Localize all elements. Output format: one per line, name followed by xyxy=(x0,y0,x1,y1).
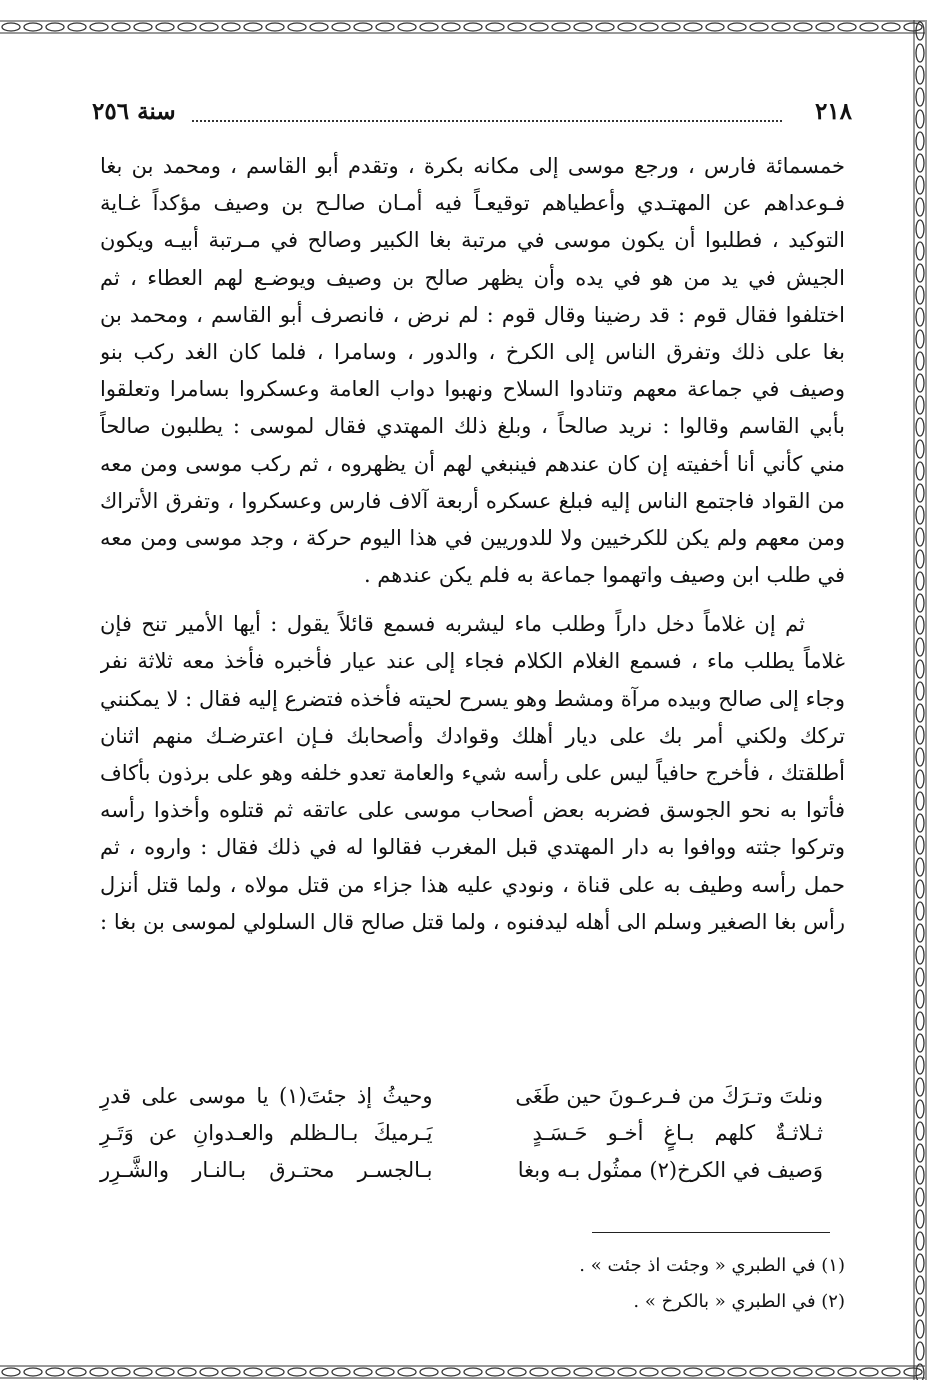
verse-second-hemistich: بـالجسـر محتـرق بـالنـار والشَّـرِر xyxy=(100,1158,433,1182)
text-line: ومن معهم ولم يكن للكرخيين ولا للدوريين في هذا اليوم حركة ، وجد موسى ومن معه xyxy=(100,525,845,550)
text-line: وصيف في جماعة معهم وتنادوا السلاح ونهبوا دواب العامة وعسكروا بسامرا وتعلقوا xyxy=(100,377,845,402)
text-line: فأتوا به نحو الجوسق فضربه بعض أصحاب موسى على عاتقه ثم قتلوه وأخذوا رأسه xyxy=(100,798,845,823)
text-line: بأبي القاسم وقالوا : نريد صالحاً ، وبلغ ذلك المهتدي فقال لموسى : يطلبون صالحاً xyxy=(100,414,845,439)
verse-first-hemistich: ونلتَ وتـرَكَ من فـرعـونَ حين طَغَى xyxy=(515,1084,823,1108)
verse-first-hemistich: وَصيف في الكرخ(٢) ممثُول بـه وبغا xyxy=(517,1158,823,1182)
text-line: في طلب ابن وصيف واتهموا جماعة به فلم يكن عندهم . xyxy=(363,563,845,588)
running-title-year: سنة ٢٥٦ xyxy=(92,98,176,125)
text-line: وتركوا جثته ووافوا به دار المهتدي قبل المغرب فقالوا له في ذلك فقال : واروه ، ثم xyxy=(100,835,845,860)
text-line: من القواد فاجتمع الناس إليه فبلغ عسكره أربعة آلاف فارس وعسكروا ، وتفرق الأتراك xyxy=(100,488,845,513)
text-line: تركك ولكني أمر بك على ديار أهلك وقوادك وأصحابك فـإن اعترضـك منهم اثنان xyxy=(100,723,845,748)
footnotes xyxy=(345,1248,845,1320)
text-line: خمسمائة فارس ، ورجع موسى إلى مكانه بكرة ، وتقدم أبو القاسم ، ومحمد بن بغا xyxy=(100,154,845,178)
poem-verse xyxy=(100,1115,845,1152)
main-text xyxy=(100,148,845,941)
page-border-right xyxy=(913,20,927,1380)
header-dotted-leader xyxy=(192,120,782,122)
text-line: الجيش في يد من هو في يده وأن يظهر صالح بن وصيف ويوضـع لهم العطاء ، ثم xyxy=(100,265,845,290)
text-line: بغا على ذلك وتفرق الناس إلى الكرخ ، والدور ، وسامرا ، فلما كان الغد ركب بنو xyxy=(100,339,845,364)
text-line: حمل رأسه وطيف به على قناة ، ونودي عليه هذا جزاء من قتل مولاه ، ولما قتل أنزل xyxy=(100,872,845,897)
text-line: أطلقتك ، فأخرج حافياً ليس على رأسه شيء والعامة تعدو خلفه وهو على برذون بأكاف xyxy=(100,761,845,785)
verse-second-hemistich: يَـرميكَ بـالـظلم والعـدوانِ عن وَتَـرِ xyxy=(100,1121,433,1145)
text-line: وجاء إلى صالح وبيده مرآة ومشط وهو يسرح لحيته فأخذه فتضرع إليه فقال : لا يمكنني xyxy=(100,686,845,711)
poem-verse xyxy=(100,1152,845,1189)
page-border-top xyxy=(0,20,925,34)
running-header xyxy=(92,98,852,130)
text-line: ثم إن غلاماً دخل داراً وطلب ماء ليشربه فسمع قائلاً يقول : أيها الأمير تنح فإن xyxy=(100,612,805,637)
footnote-1: (١) في الطبري « وجئت اذ جئت » . xyxy=(579,1255,845,1276)
text-line: غلاماً يطلب ماء ، فسمع الغلام الكلام فجاء إلى عند عيار فأخبره فأخذ معه ثلاثة نفر xyxy=(100,649,845,674)
poem-verse xyxy=(100,1078,845,1115)
page-number: ٢١٨ xyxy=(814,98,852,125)
text-line: مني كأني أنا أخفيته إن كان عندهم فينبغي لهم أن يظهروه ، ثم ركب موسى ومن معه xyxy=(100,451,845,476)
page-border-bottom xyxy=(0,1365,925,1379)
footnote-2: (٢) في الطبري « بالكرخ » . xyxy=(633,1291,845,1312)
paragraph-2 xyxy=(100,606,845,941)
verse-second-hemistich: وحيثُ إذ جئتَ(١) يا موسى على قدرِ xyxy=(100,1084,433,1108)
verse-first-hemistich: ثـلاثـةٌ كلهم بـاغٍ أخـو حَـسَـدٍ xyxy=(532,1121,823,1145)
text-line: اختلفوا فقال قوم : قد رضينا وقال قوم : لم نرض ، فانصرف أبو القاسم ، ومحمد بن xyxy=(100,302,845,327)
text-line: رأس بغا الصغير وسلم الى أهله ليدفنوه ، ولما قتل صالح قال السلولي لموسى بن بغا : xyxy=(100,909,845,934)
text-line: التوكيد ، فطلبوا أن يكون موسى في مرتبة بغا الكبير وصالح في مـرتبة أبيـه ويكون xyxy=(100,228,845,253)
paragraph-1 xyxy=(100,148,845,594)
poem xyxy=(100,1078,845,1189)
footnote-separator xyxy=(592,1232,830,1233)
text-line: فـوعداهم عن المهتـدي وأعطياهم توقيعـاً فيه أمـان صالـح بن وصيف مؤكداً غـاية xyxy=(100,191,845,216)
